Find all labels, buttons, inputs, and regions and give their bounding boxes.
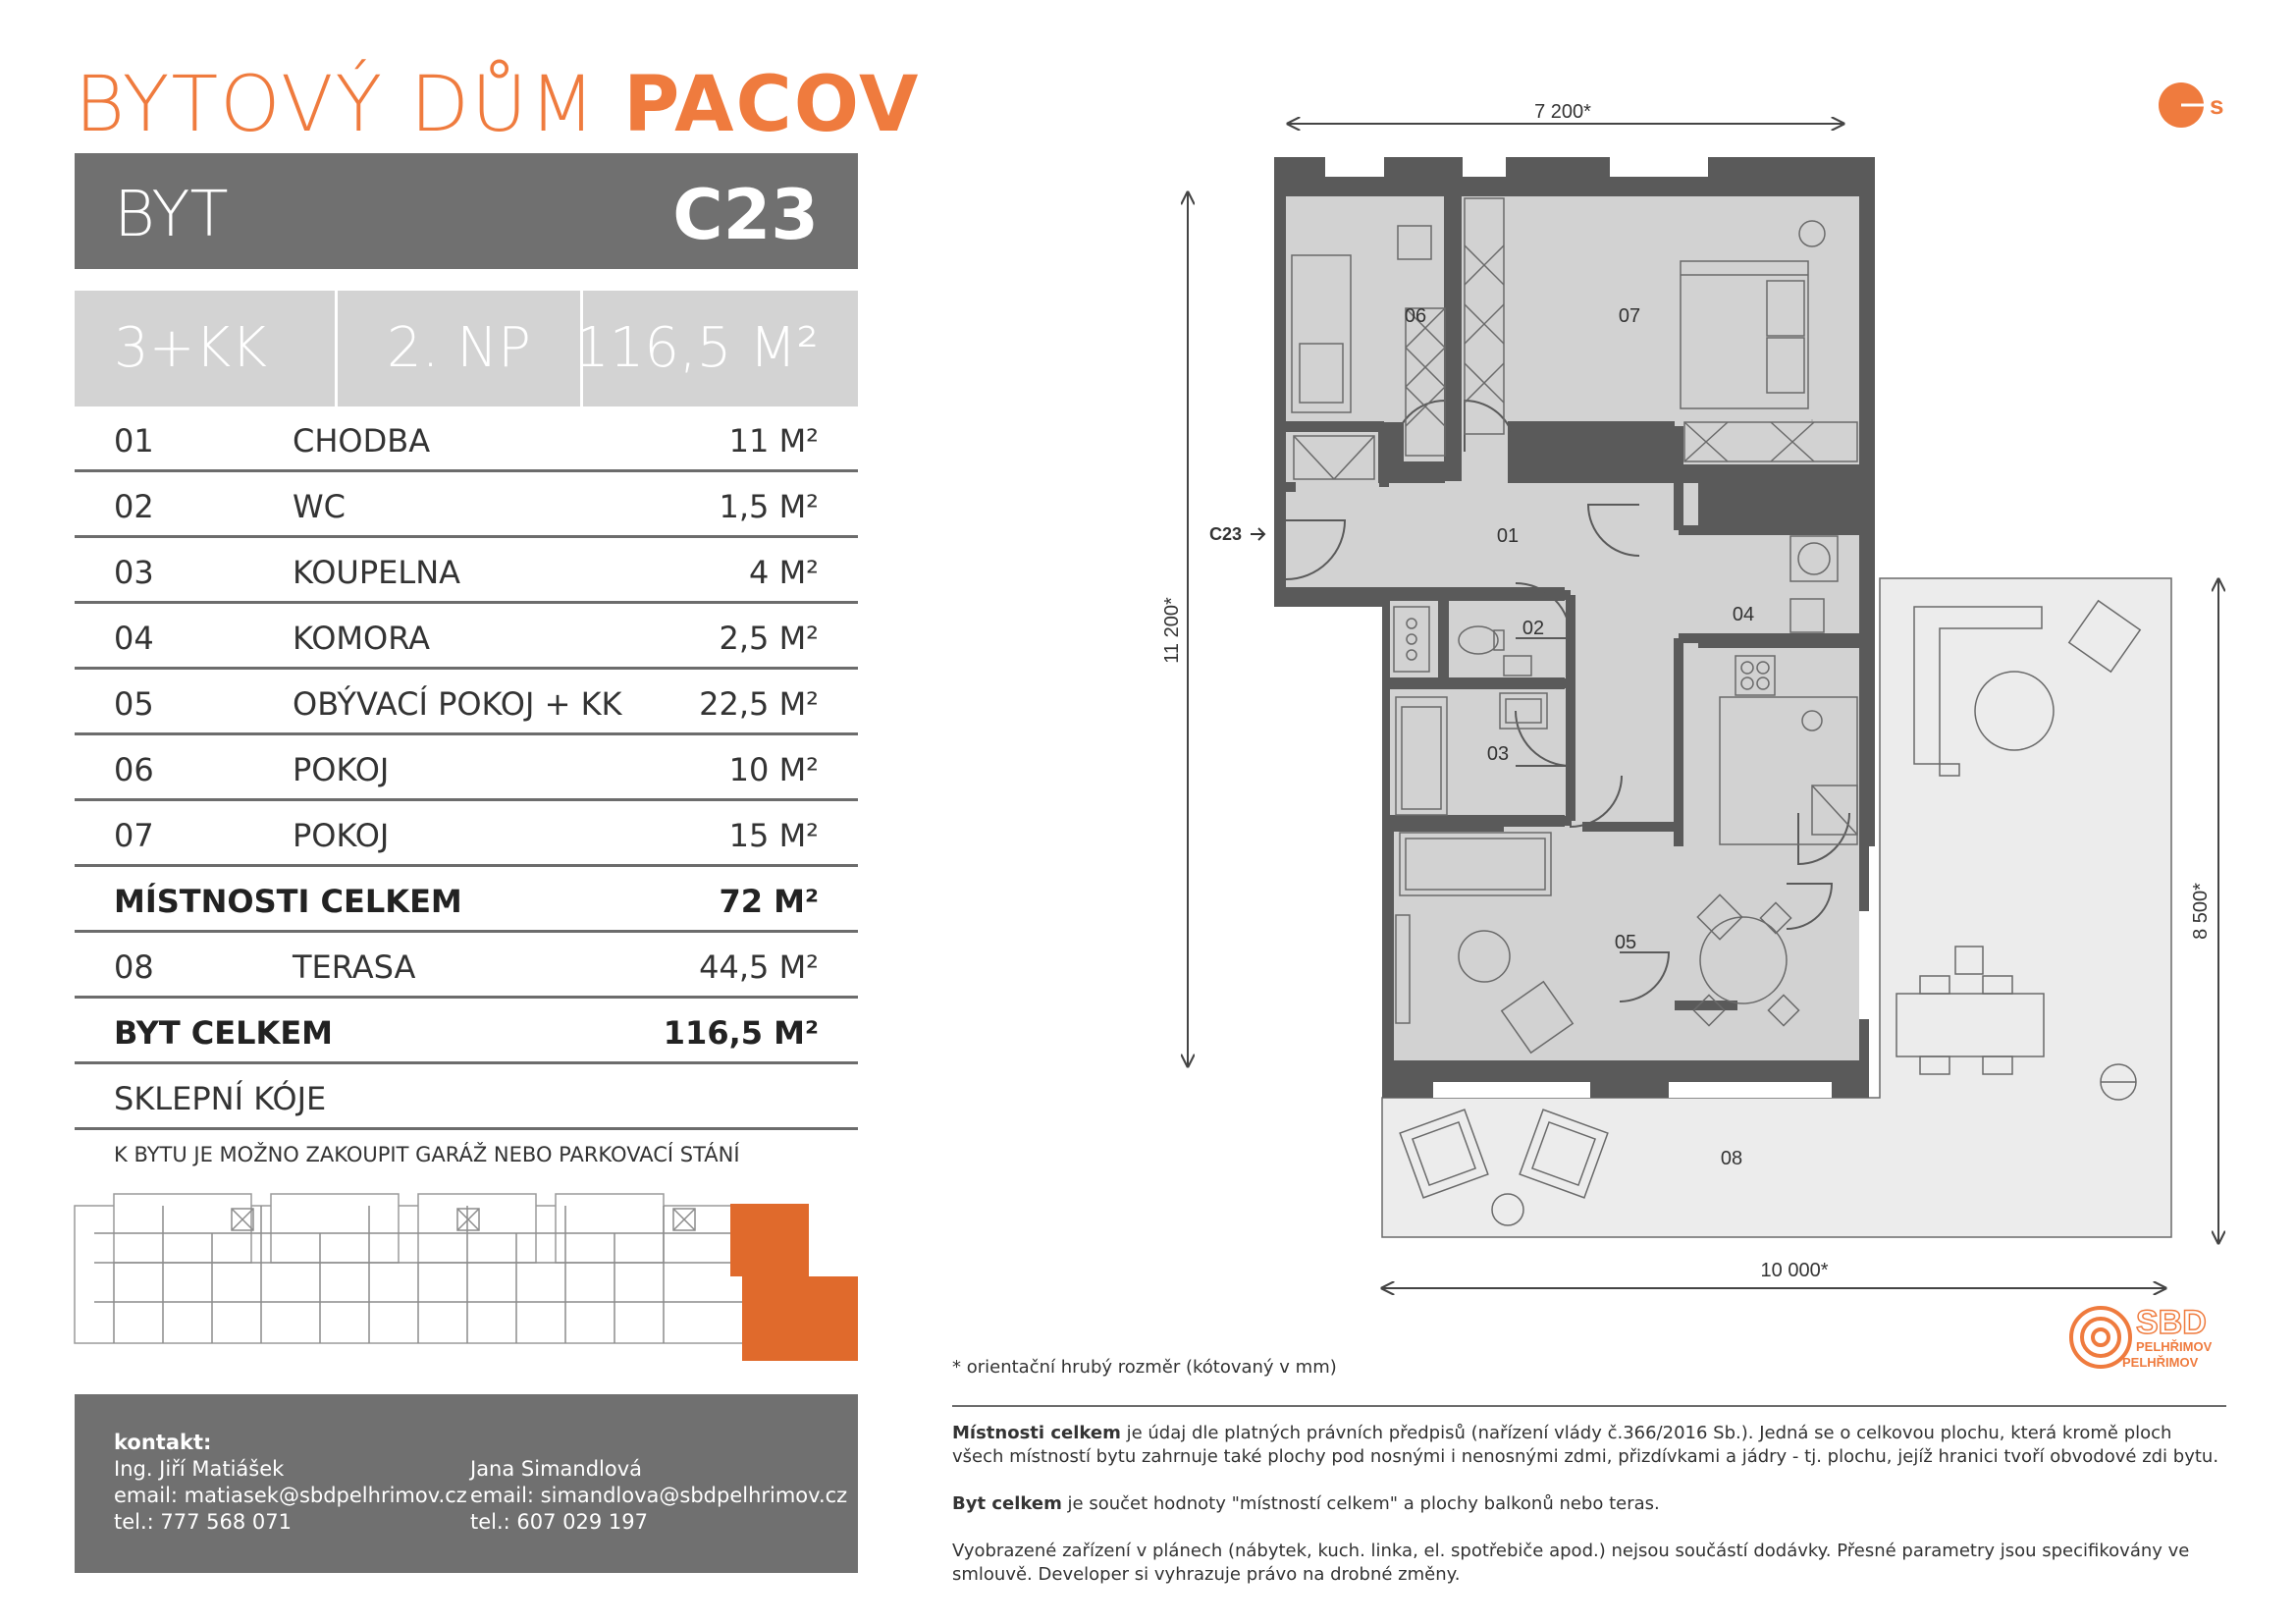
room-label-02: 02 xyxy=(1522,618,1545,639)
room-06 xyxy=(1286,196,1404,422)
room-area: 10 M² xyxy=(728,751,819,788)
table-row xyxy=(75,406,858,472)
flat-total-label: BYT CELKEM xyxy=(114,1014,334,1052)
contact-name: Ing. Jiří Matiášek xyxy=(114,1457,285,1481)
dim-bottom: 10 000* xyxy=(1760,1260,1829,1281)
dimension-footnote: * orientační hrubý rozměr (kótovaný v mm) xyxy=(952,1357,1337,1378)
flat-floor: 2. NP xyxy=(387,316,531,380)
room-label-08: 08 xyxy=(1720,1148,1743,1169)
floor-plan xyxy=(1148,88,2212,1335)
room-number: 03 xyxy=(114,554,154,591)
room-area: 22,5 M² xyxy=(699,685,819,723)
room-area: 11 M² xyxy=(728,422,819,460)
dim-right: 8 500* xyxy=(2190,883,2212,940)
flat-area: 116,5 M² xyxy=(574,316,819,380)
room-number: 07 xyxy=(114,817,154,854)
room-name: KOMORA xyxy=(293,620,431,657)
contact-email[interactable]: email: simandlova@sbdpelhrimov.cz xyxy=(470,1484,848,1507)
room-03 xyxy=(1390,689,1565,815)
room-label-07: 07 xyxy=(1618,305,1641,327)
sbd-logo-text: SBD xyxy=(2136,1304,2207,1341)
room-07-niche xyxy=(1675,422,1859,464)
contact-box xyxy=(75,1394,858,1573)
room-label-01: 01 xyxy=(1496,525,1520,547)
flat-code: C23 xyxy=(672,175,819,255)
note-equipment xyxy=(952,1540,2228,1587)
contact-phone[interactable]: tel.: 607 029 197 xyxy=(470,1510,649,1534)
cellar-row xyxy=(75,1064,858,1130)
entry-marker xyxy=(1209,524,1264,544)
table-row xyxy=(75,604,858,670)
flat-id-band xyxy=(75,153,858,269)
sbd-logo-sub: PELHŘIMOV xyxy=(2122,1355,2199,1370)
room-label-05: 05 xyxy=(1614,932,1637,953)
room-label-04: 04 xyxy=(1732,604,1755,625)
building-key-plan xyxy=(75,1194,858,1361)
room-number: 06 xyxy=(114,751,154,788)
note-text: Vyobrazené zařízení v plánech (nábytek, kuch. linka, el. spotřebiče apod.) nejsou součástí dodávky. Přesné parametry jsou specifikovány ve smlouvě. Developer si vyhrazuje právo na drobné změny. xyxy=(952,1541,2190,1585)
dim-top: 7 200* xyxy=(1534,101,1591,123)
room-name: CHODBA xyxy=(293,422,431,460)
room-table xyxy=(75,406,858,1130)
note-text: je údaj dle platných právních předpisů (nařízení vlády č.366/2016 Sb.). Jedná se o celkovou plochu, která kromě ploch všech místností bytu zahrnuje také plochy pod nosnými i nenosnými zdmi, přizdívkami a jádry - tj. plochu, jejíž hranici tvoří obvodové zdi bytu. xyxy=(952,1423,2219,1467)
cellar-label: SKLEPNÍ KÓJE xyxy=(114,1080,327,1117)
legal-notes xyxy=(952,1422,2228,1610)
divider xyxy=(952,1405,2226,1407)
page-title xyxy=(75,61,921,149)
room-07 xyxy=(1508,196,1859,422)
flat-layout: 3+KK xyxy=(114,316,267,380)
title-bold: PACOV xyxy=(623,61,921,149)
room-name: TERASA xyxy=(293,948,416,986)
room-area: 2,5 M² xyxy=(719,620,819,657)
rooms-total-row xyxy=(75,867,858,933)
rooms-total-area: 72 M² xyxy=(719,883,819,920)
contact-person-2 xyxy=(470,1456,847,1536)
room-number: 05 xyxy=(114,685,154,723)
table-row xyxy=(75,670,858,735)
wardrobe-07 xyxy=(1461,196,1508,461)
table-row xyxy=(75,801,858,867)
contact-email[interactable]: email: matiasek@sbdpelhrimov.cz xyxy=(114,1484,467,1507)
s-logo-letter: s xyxy=(2210,90,2224,120)
sbd-logo-sub: PELHŘIMOV xyxy=(2136,1339,2213,1354)
table-row xyxy=(75,933,858,999)
entry-label: C23 xyxy=(1209,524,1243,544)
flat-total-row xyxy=(75,999,858,1064)
hall-storage xyxy=(1286,432,1378,483)
note-bold: Byt celkem xyxy=(952,1493,1062,1514)
room-number: 08 xyxy=(114,948,154,986)
rooms-total-label: MÍSTNOSTI CELKEM xyxy=(114,883,462,920)
table-row xyxy=(75,472,858,538)
note-text: je součet hodnoty "místností celkem" a plochy balkonů nebo teras. xyxy=(1061,1493,1660,1514)
wc-shelf xyxy=(1390,601,1440,677)
contact-person-1 xyxy=(114,1456,467,1536)
room-label-03: 03 xyxy=(1486,743,1510,765)
sbd-pelhrimov-logo xyxy=(2065,1298,2232,1377)
note-bold: Místnosti celkem xyxy=(952,1423,1121,1443)
dim-left: 11 200* xyxy=(1161,597,1183,664)
note-rooms-total xyxy=(952,1422,2228,1469)
note-flat-total xyxy=(952,1492,2228,1516)
table-row xyxy=(75,735,858,801)
contact-phone[interactable]: tel.: 777 568 071 xyxy=(114,1510,293,1534)
flat-spec-band xyxy=(75,291,858,406)
table-row xyxy=(75,538,858,604)
room-area: 44,5 M² xyxy=(699,948,819,986)
contact-name: Jana Simandlová xyxy=(470,1457,643,1481)
room-04 xyxy=(1679,530,1859,634)
garage-note: K BYTU JE MOŽNO ZAKOUPIT GARÁŽ NEBO PARKOVACÍ STÁNÍ xyxy=(114,1143,740,1166)
room-number: 01 xyxy=(114,422,154,460)
flat-total-area: 116,5 M² xyxy=(663,1014,819,1052)
contact-heading: kontakt: xyxy=(114,1431,212,1454)
kitchen xyxy=(1679,648,1859,846)
room-area: 4 M² xyxy=(749,554,819,591)
room-name: KOUPELNA xyxy=(293,554,461,591)
room-name: POKOJ xyxy=(293,751,390,788)
room-number: 02 xyxy=(114,488,154,525)
room-area: 1,5 M² xyxy=(719,488,819,525)
flat-label: BYT xyxy=(114,179,229,251)
title-light: BYTOVÝ DŮM xyxy=(75,61,598,149)
spec-divider xyxy=(335,291,338,406)
room-name: WC xyxy=(293,488,346,525)
room-label-06: 06 xyxy=(1404,305,1427,327)
room-name: OBÝVACÍ POKOJ + KK xyxy=(293,685,622,723)
room-number: 04 xyxy=(114,620,154,657)
room-area: 15 M² xyxy=(728,817,819,854)
room-name: POKOJ xyxy=(293,817,390,854)
